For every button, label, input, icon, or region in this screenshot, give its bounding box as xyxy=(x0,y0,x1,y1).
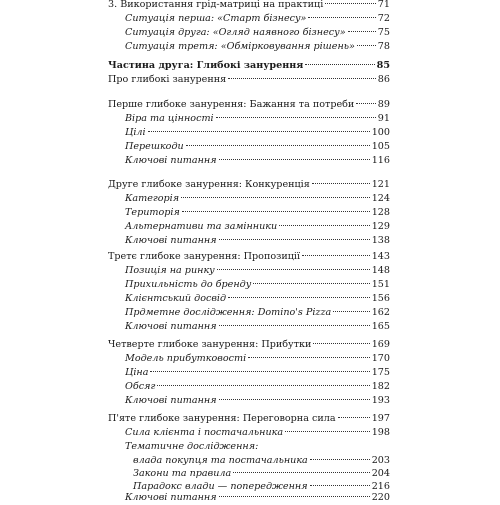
toc-entry[interactable] xyxy=(125,320,390,334)
toc-entry-title: Ключові питання xyxy=(125,155,217,166)
toc-entry-page: 220 xyxy=(371,492,390,503)
toc-entry-title: Позиція на ринку xyxy=(125,265,215,276)
dot-leader xyxy=(313,343,369,344)
toc-entry-page: 89 xyxy=(377,99,390,110)
dot-leader xyxy=(325,3,375,4)
toc-entry-page: 203 xyxy=(371,455,390,466)
toc-entry[interactable] xyxy=(125,306,390,320)
toc-entry-page: 72 xyxy=(377,13,390,24)
dot-leader xyxy=(302,255,370,256)
toc-entry-title: Цілі xyxy=(125,127,146,138)
dot-leader xyxy=(219,239,370,240)
toc-entry[interactable] xyxy=(125,352,390,366)
toc-entry-title: 3. Використання грід-матриці на практиці xyxy=(108,0,324,10)
toc-entry[interactable] xyxy=(133,467,390,481)
toc-entry-title: Перешкоди xyxy=(125,141,184,152)
toc-entry-page: 124 xyxy=(371,193,390,204)
toc-entry[interactable] xyxy=(125,278,390,292)
dot-leader xyxy=(285,431,370,432)
toc-entry-page: 100 xyxy=(371,127,390,138)
toc-entry[interactable] xyxy=(125,394,390,408)
toc-entry-page: 204 xyxy=(371,468,390,479)
toc-entry-page: 197 xyxy=(371,413,390,424)
dot-leader xyxy=(219,159,370,160)
dot-leader xyxy=(308,17,375,18)
dot-leader xyxy=(357,45,376,46)
toc-entry-title: Клієнтський досвід xyxy=(125,293,227,304)
toc-entry[interactable] xyxy=(108,0,390,12)
dot-leader xyxy=(305,64,374,65)
toc-entry[interactable] xyxy=(108,73,390,87)
toc-entry-title: Ціна xyxy=(125,367,149,378)
dot-leader xyxy=(333,311,369,312)
toc-entry-page: 116 xyxy=(371,155,390,166)
toc-entry-page: 156 xyxy=(371,293,390,304)
toc-entry-page: 169 xyxy=(371,339,390,350)
toc-entry-title: Сила клієнта і постачальника xyxy=(125,427,284,438)
toc-entry[interactable] xyxy=(108,178,390,192)
toc-entry-page: 151 xyxy=(371,279,390,290)
toc-entry-title: Ключові питання xyxy=(125,492,217,503)
dot-leader xyxy=(182,211,370,212)
dot-leader xyxy=(310,485,370,486)
dot-leader xyxy=(248,357,370,358)
dot-leader xyxy=(150,371,369,372)
dot-leader xyxy=(310,459,370,460)
toc-entry[interactable] xyxy=(108,250,390,264)
toc-entry[interactable] xyxy=(125,366,390,380)
toc-entry-page: 85 xyxy=(376,60,390,71)
toc-entry[interactable] xyxy=(125,264,390,278)
toc-entry-page: 193 xyxy=(371,395,390,406)
dot-leader xyxy=(228,78,376,79)
toc-entry-title: Категорія xyxy=(125,193,180,204)
toc-entry-title: Територія xyxy=(125,207,180,218)
toc-entry[interactable] xyxy=(133,454,390,468)
toc-entry-title: Модель прибутковості xyxy=(125,353,247,364)
dot-leader xyxy=(216,117,376,118)
toc-entry[interactable] xyxy=(125,12,390,26)
toc-entry[interactable] xyxy=(125,380,390,394)
toc-entry[interactable] xyxy=(108,338,390,352)
toc-entry-title: Ситуація третя: «Обмірковування рішень» xyxy=(125,41,355,52)
toc-entry-page: 216 xyxy=(371,481,390,492)
toc-entry-title: Перше глибоке занурення: Бажання та потреби xyxy=(108,99,355,110)
toc-entry[interactable] xyxy=(125,192,390,206)
dot-leader xyxy=(338,417,370,418)
toc-entry-title: влада покупця та постачальника xyxy=(133,455,308,466)
toc-entry-title: Прдметне дослідження: Domino's Pizza xyxy=(125,307,332,318)
dot-leader xyxy=(233,472,369,473)
dot-leader xyxy=(356,103,375,104)
toc-entry-title: Ключові питання xyxy=(125,235,217,246)
toc-entry-page: 105 xyxy=(371,141,390,152)
toc-entry-title: Ситуація друга: «Огляд наявного бізнесу» xyxy=(125,27,346,38)
toc-part-heading[interactable] xyxy=(108,59,390,73)
toc-entry[interactable] xyxy=(125,220,390,234)
toc-entry[interactable] xyxy=(125,112,390,126)
toc-entry-title: Альтернативи та замінники xyxy=(125,221,278,232)
toc-entry-title: Третє глибоке занурення: Пропозиції xyxy=(108,251,301,262)
toc-entry-title: Обсяг xyxy=(125,381,156,392)
dot-leader xyxy=(253,283,369,284)
dot-leader xyxy=(217,269,370,270)
toc-entry[interactable] xyxy=(125,292,390,306)
toc-entry-page: 75 xyxy=(377,27,390,38)
toc-entry-title: Про глибокі занурення xyxy=(108,74,227,85)
toc-entry-title: П'яте глибоке занурення: Переговорна сила xyxy=(108,413,336,424)
toc-entry-heading[interactable] xyxy=(125,440,390,454)
toc-entry[interactable] xyxy=(125,126,390,140)
toc-entry-title: Закони та правила xyxy=(133,468,232,479)
toc-entry-title: Тематичне дослідження: xyxy=(125,441,259,452)
toc-entry-page: 143 xyxy=(371,251,390,262)
toc-entry[interactable] xyxy=(125,140,390,154)
toc-entry[interactable] xyxy=(125,40,390,54)
dot-leader xyxy=(186,145,370,146)
toc-entry[interactable] xyxy=(125,206,390,220)
toc-entry[interactable] xyxy=(125,154,390,168)
toc-entry[interactable] xyxy=(125,234,390,248)
toc-entry-title: Парадокс влади — попередження xyxy=(133,481,308,492)
toc-entry-page: 86 xyxy=(377,74,390,85)
toc-entry-page: 128 xyxy=(371,207,390,218)
toc-entry-title: Четверте глибоке занурення: Прибутки xyxy=(108,339,312,350)
dot-leader xyxy=(348,31,376,32)
toc-entry-title: Ключові питання xyxy=(125,395,217,406)
dot-leader xyxy=(219,325,370,326)
dot-leader xyxy=(312,183,370,184)
dot-leader xyxy=(157,385,369,386)
dot-leader xyxy=(219,399,370,400)
dot-leader xyxy=(219,496,370,497)
toc-entry[interactable] xyxy=(108,98,390,112)
toc-entry[interactable] xyxy=(125,426,390,440)
toc-entry-page: 71 xyxy=(377,0,390,10)
toc-entry-page: 182 xyxy=(371,381,390,392)
toc-entry[interactable] xyxy=(108,412,390,426)
toc-entry-title: Частина друга: Глибокі занурення xyxy=(108,60,304,71)
dot-leader xyxy=(148,131,370,132)
toc-entry-title: Прихильність до бренду xyxy=(125,279,252,290)
toc-entry-page: 138 xyxy=(371,235,390,246)
toc-entry-page: 170 xyxy=(371,353,390,364)
toc-entry-page: 121 xyxy=(371,179,390,190)
toc-entry-title: Друге глибоке занурення: Конкуренція xyxy=(108,179,310,190)
toc-entry-title: Ключові питання xyxy=(125,321,217,332)
toc-entry-page: 129 xyxy=(371,221,390,232)
toc-entry-page: 198 xyxy=(371,427,390,438)
toc-entry-page: 162 xyxy=(371,307,390,318)
dot-leader xyxy=(279,225,369,226)
toc-entry-page: 91 xyxy=(377,113,390,124)
toc-entry[interactable] xyxy=(125,26,390,40)
dot-leader xyxy=(228,297,370,298)
toc-entry-title: Віра та цінності xyxy=(125,113,214,124)
toc-entry-title: Ситуація перша: «Старт бізнесу» xyxy=(125,13,307,24)
toc-entry-page: 78 xyxy=(377,41,390,52)
toc-entry-page: 165 xyxy=(371,321,390,332)
toc-entry-page: 175 xyxy=(371,367,390,378)
toc-entry-page: 148 xyxy=(371,265,390,276)
dot-leader xyxy=(181,197,370,198)
toc-entry[interactable] xyxy=(125,491,390,505)
